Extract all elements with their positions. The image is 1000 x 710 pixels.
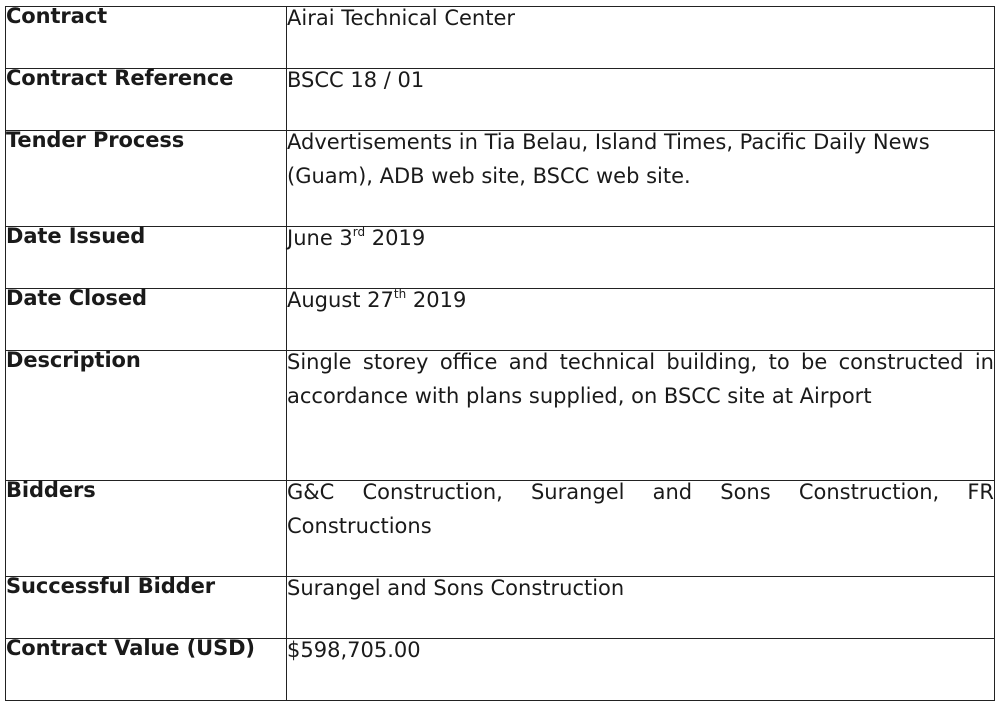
table-row <box>6 289 995 351</box>
table-row <box>6 7 995 69</box>
row-label: Tender Process <box>6 131 287 227</box>
table-row <box>6 227 995 289</box>
row-label: Successful Bidder <box>6 577 287 639</box>
row-value: June 3rd 2019 <box>287 227 995 289</box>
contract-details-table <box>5 6 995 701</box>
table-row <box>6 69 995 131</box>
row-label: Contract Reference <box>6 69 287 131</box>
row-value: August 27th 2019 <box>287 289 995 351</box>
table-row <box>6 351 995 481</box>
table-row <box>6 131 995 227</box>
row-label: Contract Value (USD) <box>6 639 287 701</box>
row-label: Date Closed <box>6 289 287 351</box>
row-label: Description <box>6 351 287 481</box>
row-value: Surangel and Sons Construction <box>287 577 995 639</box>
table-row <box>6 577 995 639</box>
row-value: Advertisements in Tia Belau, Island Times, Pacific Daily News (Guam), ADB web site, BSCC web site. <box>287 131 995 227</box>
row-label: Bidders <box>6 481 287 577</box>
table-row <box>6 481 995 577</box>
table-row <box>6 639 995 701</box>
row-value: $598,705.00 <box>287 639 995 701</box>
row-value: Airai Technical Center <box>287 7 995 69</box>
row-value: BSCC 18 / 01 <box>287 69 995 131</box>
row-label: Contract <box>6 7 287 69</box>
row-label: Date Issued <box>6 227 287 289</box>
row-value: G&C Construction, Surangel and Sons Construction, FR Constructions <box>287 481 995 577</box>
row-value: Single storey office and technical building, to be constructed in accordance with plans supplied, on BSCC site at Airport <box>287 351 995 481</box>
